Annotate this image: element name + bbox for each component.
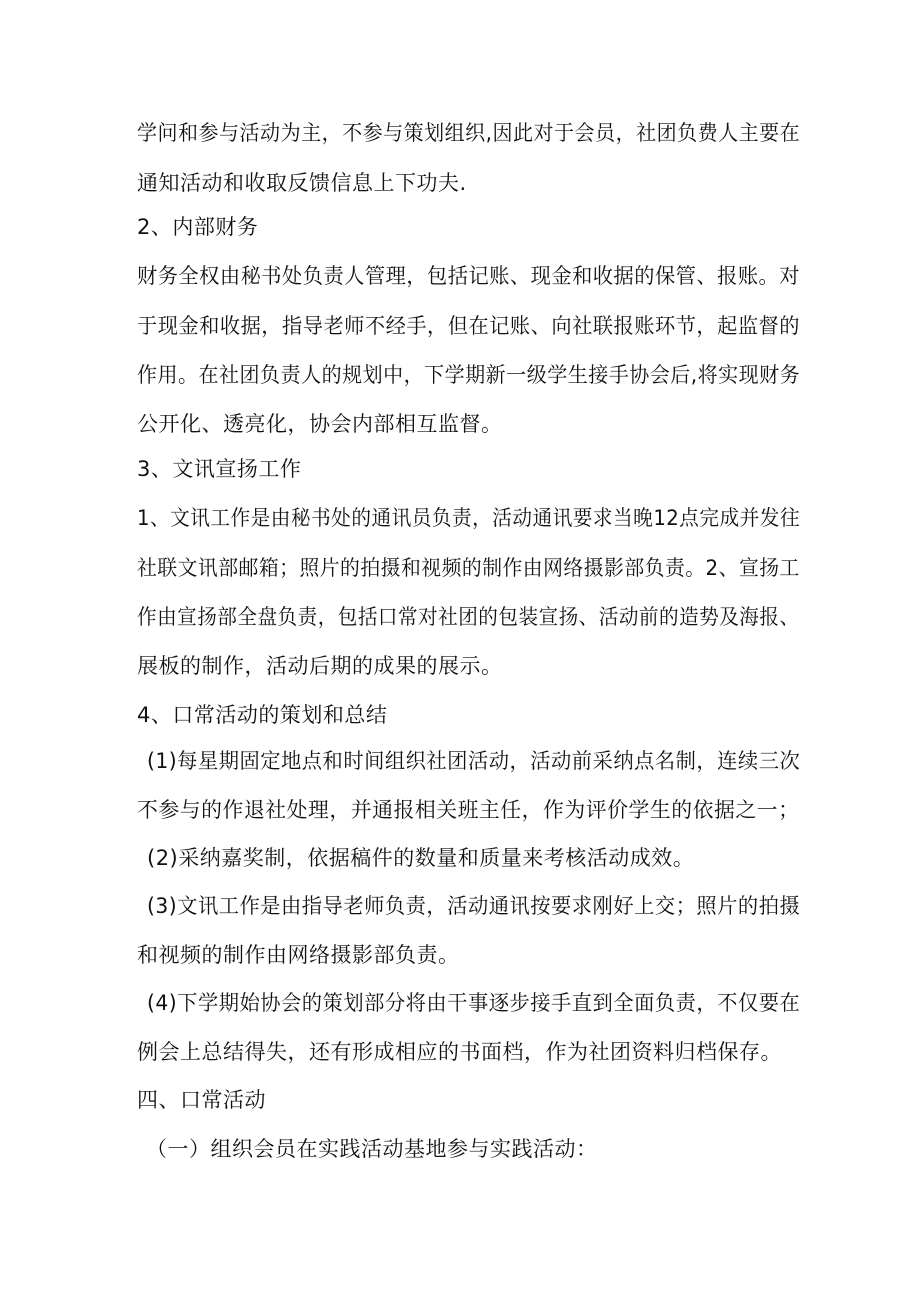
paragraph-line: 和视频的制作由网络摄影部负责。	[137, 943, 460, 967]
section-heading: 2、内部财务	[137, 215, 259, 239]
paragraph-line: 于现金和收据，指导老师不经手，但在记账、向社联报账环节，起监督的	[137, 314, 800, 338]
paragraph-line: 例会上总结得失，还有形成相应的书面档，作为社团资料归档保存。	[137, 1040, 782, 1064]
paragraph-line: 公开化、透亮化，协会内部相互监督。	[137, 412, 503, 436]
list-item-line: (2)采纳嘉奖制，依据稿件的数量和质量来考核活动成效。	[147, 846, 695, 870]
list-item-line: (3)文讯工作是由指导老师负责，活动通讯按要求刚好上交；照片的拍摄	[147, 894, 801, 918]
paragraph-line: 学问和参与活动为主，不参与策划组织,因此对于会员，社团负费人主要在	[137, 121, 801, 145]
paragraph-line: 展板的制作，活动后期的成果的展示。	[137, 654, 503, 678]
paragraph-line: 1、文讯工作是由秘书处的通讯员负责，活动通讯要求当晚12点完成并发往	[137, 506, 801, 530]
section-heading: 4、口常活动的策划和总结	[137, 703, 388, 727]
section-heading: 四、口常活动	[137, 1088, 266, 1112]
paragraph-line: 作由宣扬部全盘负责，包括口常对社团的包装宣扬、活动前的造势及海报、	[137, 605, 800, 629]
paragraph-line: 财务全权由秘书处负责人管理，包括记账、现金和收据的保管、报账。对	[137, 264, 800, 288]
list-item-line: (1)每星期固定地点和时间组织社团活动，活动前采纳点名制，连续三次	[147, 749, 801, 773]
paragraph-line: 通知活动和收取反馈信息上下功夫.	[137, 171, 467, 195]
paragraph-line: 社联文讯部邮箱；照片的拍摄和视频的制作由网络摄影部负责。2、宣扬工	[137, 556, 800, 580]
paragraph-line: 不参与的作退社处理，并通报相关班主任，作为评价学生的依据之一；	[137, 798, 800, 822]
list-item-line: （一）组织会员在实践活动基地参与实践活动：	[146, 1137, 598, 1161]
list-item-line: (4)下学期始协会的策划部分将由干事逐步接手直到全面负责，不仅要在	[147, 991, 801, 1015]
section-heading: 3、文讯宣扬工作	[137, 457, 302, 481]
paragraph-line: 作用。在社团负责人的规划中，下学期新一级学生接手协会后,将实现财务	[137, 363, 801, 387]
